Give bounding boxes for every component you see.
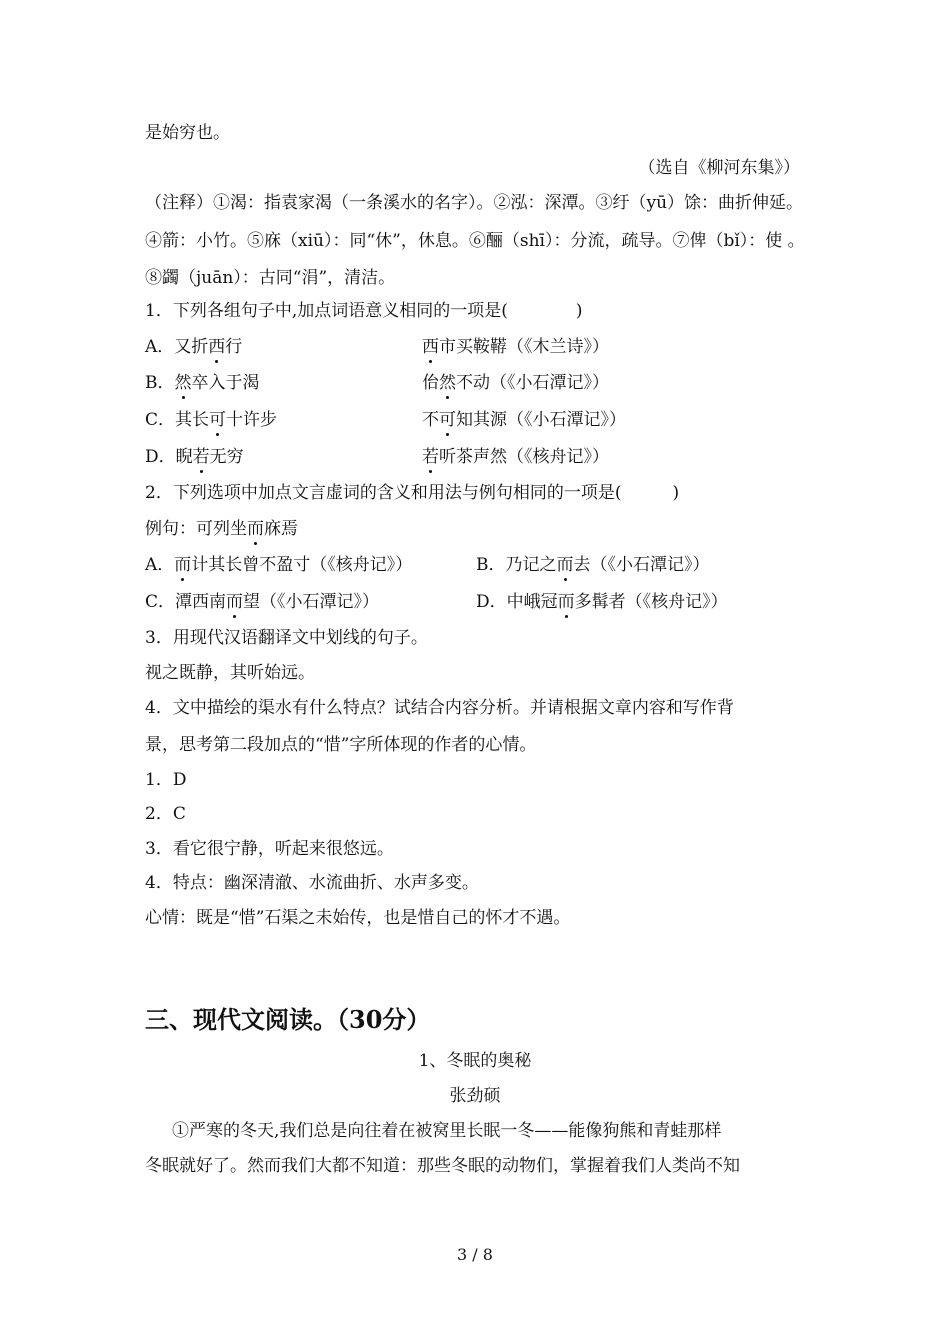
question-3-stem: 3．用现代汉语翻译文中划线的句子。: [145, 628, 428, 648]
answer-4: 4．特点：幽深清澈、水流曲折、水声多变。: [145, 873, 479, 893]
emphasis-dot-char: 而: [556, 555, 574, 575]
q3-sentence: 视之既静，其听始远。: [145, 663, 315, 683]
notes-line-3: ⑧蠲（juān）：古同“涓”，清洁。: [145, 268, 396, 288]
q1-option-a-left: A．又折西行: [145, 337, 243, 357]
article-paragraph-1-line-2: 冬眠就好了。然而我们大都不知道：那些冬眠的动物们，掌握着我们人类尚不知: [145, 1156, 740, 1176]
emphasis-dot-char: 西: [208, 337, 226, 357]
question-1-stem: 1．下列各组句子中,加点词语意义相同的一项是( ): [145, 301, 583, 321]
section-3-heading: 三、现代文阅读。（30分）: [145, 1005, 431, 1034]
passage-source: （选自《柳河东集》）: [638, 158, 800, 178]
q1-option-d-right: 若听茶声然（《核舟记》）: [422, 447, 609, 467]
emphasis-dot-char: 可: [209, 410, 227, 430]
article-paragraph-1-line-1: ①严寒的冬天,我们总是向往着在被窝里长眠一冬——能像狗熊和青蛙那样: [172, 1121, 722, 1141]
passage-ending: 是始穷也。: [145, 123, 230, 143]
answer-3: 3．看它很宁静，听起来很悠远。: [145, 839, 394, 859]
answer-4-feeling: 心情：既是“惜”石渠之未始传，也是惜自己的怀才不遇。: [145, 908, 571, 928]
answer-2: 2．C: [145, 804, 186, 824]
question-2-stem: 2．下列选项中加点文言虚词的含义和用法与例句相同的一项是( ): [145, 483, 680, 503]
question-4-line-1: 4．文中描绘的渠水有什么特点？试结合内容分析。并请根据文章内容和写作背: [145, 698, 734, 718]
article-title: 1、冬眠的奥秘: [418, 1051, 532, 1071]
page-number: 3 / 8: [457, 1245, 493, 1264]
answer-1: 1．D: [145, 770, 187, 790]
q1-option-c-left: C．其长可十许步: [145, 410, 278, 430]
emphasis-dot-char: 而: [247, 519, 264, 539]
article-author: 张劲硕: [449, 1086, 501, 1106]
emphasis-dot-char: 若: [192, 447, 210, 467]
q2-option-c: C．潭西南而望（《小石潭记》）: [145, 592, 380, 612]
q2-example: 例句：可列坐而庥焉: [145, 519, 298, 539]
notes-line-1: （注释）①渴：指袁家渴（一条溪水的名字）。②泓：深潭。③纡（yū）馀：曲折伸延。: [145, 193, 804, 213]
emphasis-dot-char: 而: [557, 592, 575, 612]
question-4-line-2: 景，思考第二段加点的“惜”字所体现的作者的心情。: [145, 735, 537, 755]
emphasis-dot-char: 若: [422, 447, 439, 467]
emphasis-dot-char: 然: [174, 373, 192, 393]
emphasis-dot-char: 西: [422, 337, 439, 357]
emphasis-dot-char: 可: [439, 410, 456, 430]
q2-option-a: A．而计其长曾不盈寸（《核舟记》）: [145, 555, 413, 575]
emphasis-dot-char: 而: [174, 555, 192, 575]
q1-option-a-right: 西市买鞍鞯（《木兰诗》）: [422, 337, 609, 357]
emphasis-dot-char: 而: [226, 592, 244, 612]
q1-option-c-right: 不可知其源（《小石潭记》）: [422, 410, 626, 430]
q1-option-d-left: D．睨若无穷: [145, 447, 244, 467]
q2-option-b: B．乃记之而去（《小石潭记》）: [476, 555, 710, 575]
q1-option-b-right: 佁然不动（《小石潭记》）: [422, 373, 609, 393]
q1-option-b-left: B．然卒入于渴: [145, 373, 260, 393]
notes-line-2: ④箭：小竹。⑤庥（xiū）：同“休”，休息。⑥酾（shī）：分流，疏导。⑦俾（bǐ）：使 。: [145, 231, 805, 251]
q2-option-d: D．中峨冠而多髯者（《核舟记》）: [476, 592, 728, 612]
emphasis-dot-char: 然: [439, 373, 456, 393]
